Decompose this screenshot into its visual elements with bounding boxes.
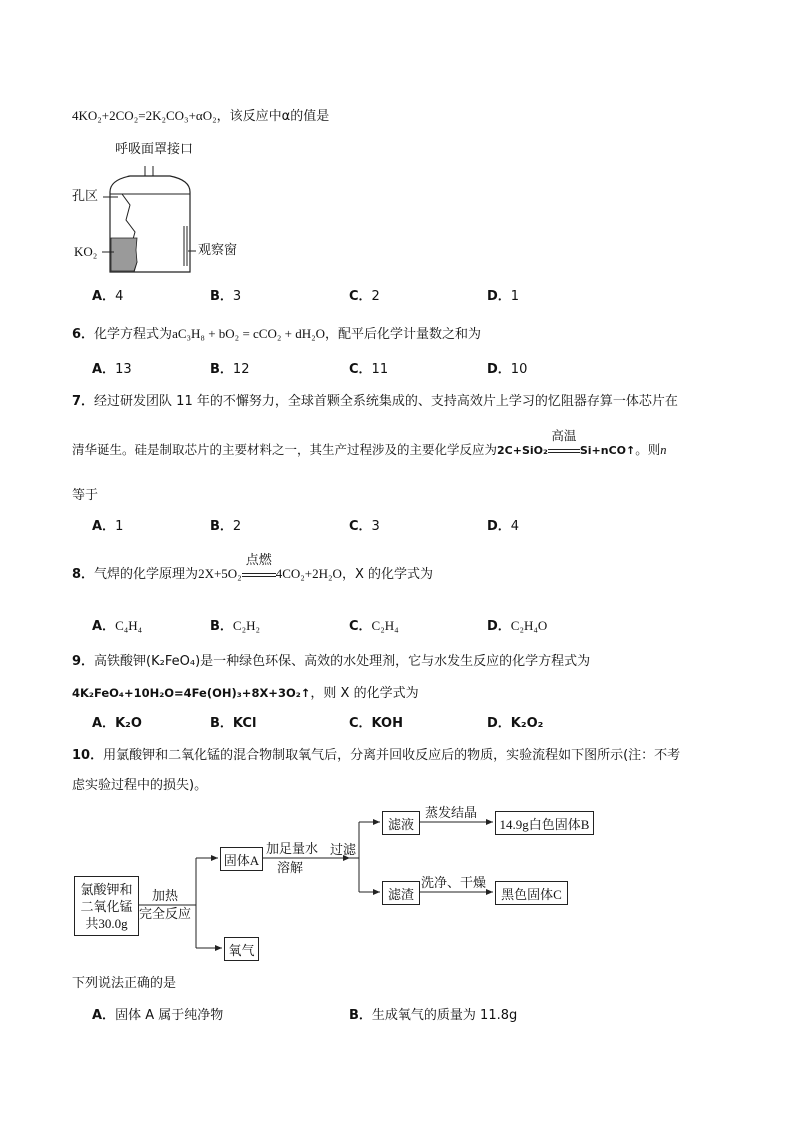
q9-line2: 4K₂FeO₄+10H₂O=4Fe(OH)₃+8X+3O₂↑，则 X 的化学式为 bbox=[72, 686, 419, 701]
filter-label: 过滤 bbox=[330, 842, 357, 857]
q6-option-b[interactable]: B．12 bbox=[210, 362, 250, 377]
q7-option-d[interactable]: D．4 bbox=[487, 519, 520, 534]
ko2-label: KO₂ bbox=[74, 244, 98, 259]
q6-stem: 6．化学方程式为aC₃H₈ + bO₂ = cCO₂ + dH₂O，配平后化学计量数之和为 bbox=[72, 326, 482, 342]
solid-a-box: 固体A bbox=[220, 847, 263, 871]
q10-line2: 虑实验过程中的损失)。 bbox=[72, 778, 208, 793]
q10-option-b[interactable]: B．生成氧气的质量为 11.8g bbox=[349, 1008, 518, 1023]
q7-option-b[interactable]: B．2 bbox=[210, 519, 242, 534]
q9-option-b[interactable]: B．KCl bbox=[210, 716, 257, 731]
q9-line1: 9．高铁酸钾(K₂FeO₄)是一种绿色环保、高效的水处理剂，它与水发生反应的化学方程式为 bbox=[72, 654, 591, 669]
full-reaction-label: 完全反应 bbox=[139, 906, 192, 921]
solid-b-box: 14.9g白色固体B bbox=[495, 811, 594, 835]
q7-eq-right: Si+nCO↑ bbox=[579, 444, 636, 457]
q7-option-a[interactable]: A．1 bbox=[92, 519, 124, 534]
q9-option-d[interactable]: D．K₂O₂ bbox=[487, 716, 544, 731]
q6-option-d[interactable]: D．10 bbox=[487, 362, 528, 377]
window-label: 观察窗 bbox=[198, 243, 238, 258]
q8-option-a[interactable]: A．C₄H₄ bbox=[92, 618, 143, 634]
q5-stem-text: ，该反应中α的值是 bbox=[216, 109, 330, 124]
q8-eq-condition: 点燃 bbox=[245, 553, 272, 568]
q5-option-d[interactable]: D．1 bbox=[487, 289, 520, 304]
evaporate-label: 蒸发结晶 bbox=[425, 805, 478, 820]
q6-option-a[interactable]: A．13 bbox=[92, 362, 132, 377]
q9-option-a[interactable]: A．K₂O bbox=[92, 716, 142, 731]
q5-option-a[interactable]: A．4 bbox=[92, 289, 124, 304]
q8-eq-left: 2X+5O₂ bbox=[198, 566, 242, 581]
q5-equation: 4KO₂+2CO₂=2K₂CO₃+αO₂ bbox=[72, 108, 217, 123]
dissolve-label: 溶解 bbox=[277, 860, 304, 875]
q6-option-c[interactable]: C．11 bbox=[349, 362, 389, 377]
hole-area-label: 孔区 bbox=[72, 189, 99, 204]
q7-line1: 7．经过研发团队 11 年的不懈努力，全球首颗全系统集成的、支持高效片上学习的忆阻器存算一体芯片在 bbox=[72, 394, 678, 409]
q7-option-c[interactable]: C．3 bbox=[349, 519, 380, 534]
q8-option-c[interactable]: C．C₂H₄ bbox=[349, 618, 399, 634]
wash-dry-label: 洗净、干燥 bbox=[421, 875, 487, 890]
add-water-label: 加足量水 bbox=[266, 841, 319, 856]
q8-option-b[interactable]: B．C₂H₂ bbox=[210, 618, 261, 634]
q7-eq-left: 2C+SiO₂ bbox=[497, 444, 548, 457]
filtrate-box: 滤液 bbox=[382, 811, 420, 835]
q7-line2: 清华诞生。硅是制取芯片的主要材料之一，其生产过程涉及的主要化学反应为2C+SiO₂ 高温 Si+nCO↑。则n bbox=[72, 428, 667, 457]
q8-stem: 8．气焊的化学原理为2X+5O₂ 点燃 4CO₂+2H₂O，X 的化学式为 bbox=[72, 553, 433, 582]
q9-equation: 4K₂FeO₄+10H₂O=4Fe(OH)₃+8X+3O₂↑ bbox=[72, 686, 311, 700]
q10-line1: 10．用氯酸钾和二氧化锰的混合物制取氧气后，分离并回收反应后的物质，实验流程如下图所示(注：不考 bbox=[72, 748, 681, 763]
residue-box: 滤渣 bbox=[382, 881, 420, 905]
solid-c-box: 黑色固体C bbox=[495, 881, 568, 905]
start-mixture-box: 氯酸钾和 二氧化锰 共30.0g bbox=[74, 876, 139, 936]
q7-eq-condition: 高温 bbox=[551, 428, 577, 443]
q5-option-c[interactable]: C．2 bbox=[349, 289, 380, 304]
q8-option-d[interactable]: D．C₂H₄O bbox=[487, 618, 548, 634]
mask-interface-label: 呼吸面罩接口 bbox=[115, 142, 194, 157]
q9-option-c[interactable]: C．KOH bbox=[349, 716, 403, 731]
heat-label: 加热 bbox=[152, 888, 179, 903]
q5-option-b[interactable]: B．3 bbox=[210, 289, 242, 304]
q10-question: 下列说法正确的是 bbox=[72, 976, 177, 991]
oxygen-box: 氧气 bbox=[224, 937, 259, 961]
q6-equation: aC₃H₈ + bO₂ = cCO₂ + dH₂O bbox=[172, 326, 326, 341]
q10-option-a[interactable]: A．固体 A 属于纯净物 bbox=[92, 1008, 224, 1023]
q8-eq-right: 4CO₂+2H₂O bbox=[275, 566, 342, 581]
q7-line3: 等于 bbox=[72, 488, 99, 503]
